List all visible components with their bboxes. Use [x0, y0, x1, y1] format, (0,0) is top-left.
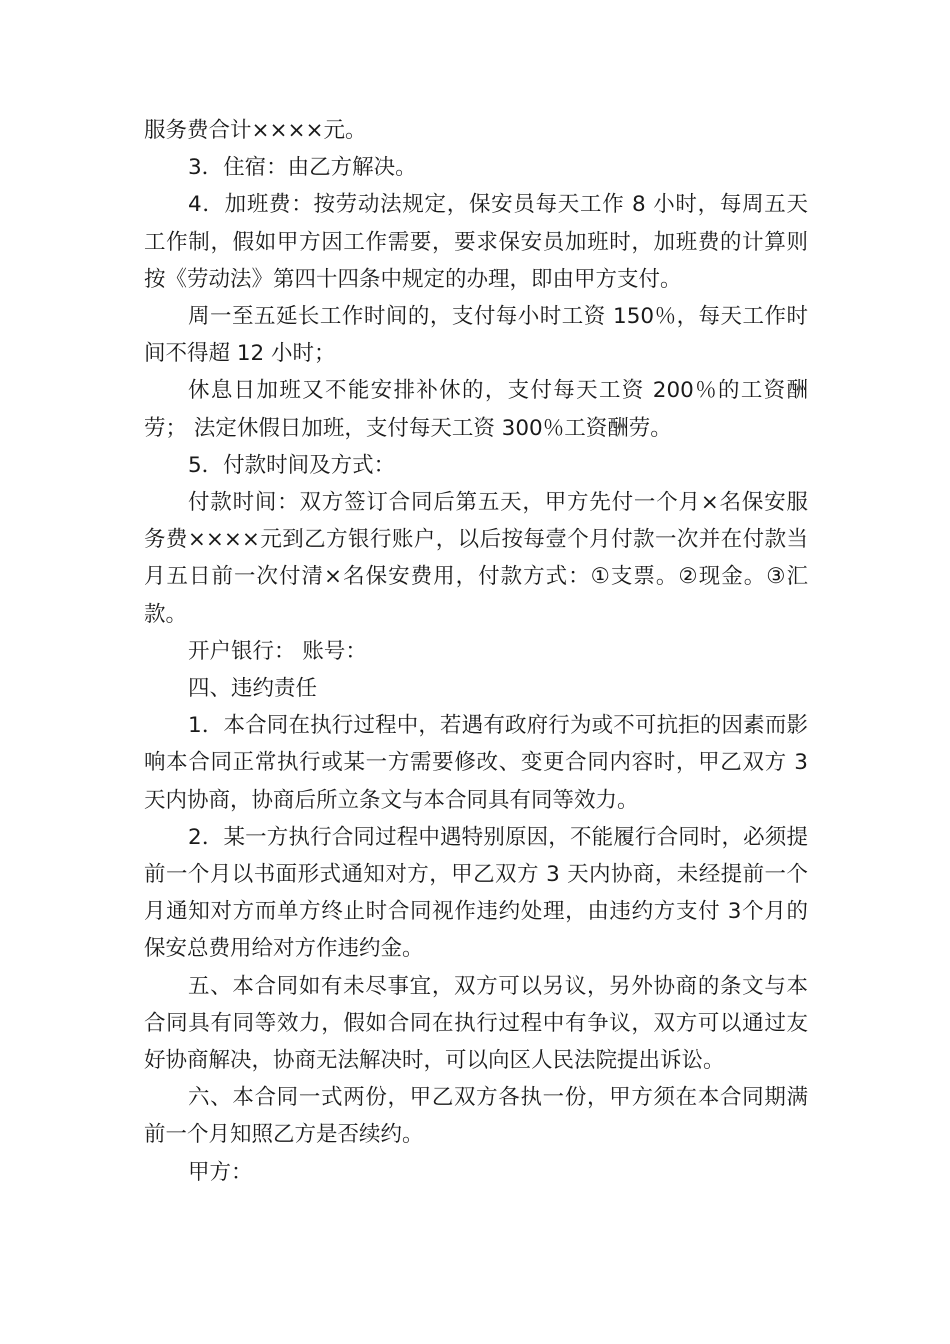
paragraph-rest-day-overtime: 休息日加班又不能安排补休的，支付每天工资 200％的工资酬劳； 法定休假日加班，支付每天工资 300％工资酬劳。 — [144, 378, 808, 441]
paragraph-section-five: 五、本合同如有未尽事宜，双方可以另议，另外协商的条文与本合同具有同等效力，假如合同在执行过程中有争议，双方可以通过友好协商解决，协商无法解决时，可以向区人民法院提出诉讼。 — [144, 973, 808, 1074]
paragraph-payment-time: 付款时间：双方签订合同后第五天，甲方先付一个月×名保安服务费××××元到乙方银行账户，以后按每壹个月付款一次并在付款当月五日前一次付清×名保安费用，付款方式：①支票。②现金。③汇款。 — [144, 490, 808, 627]
document-body — [144, 112, 808, 1191]
paragraph-bank-account: 开户银行： 账号： — [188, 638, 367, 664]
section-heading-breach: 四、违约责任 — [188, 676, 318, 702]
paragraph-weekday-overtime: 周一至五延长工作时间的，支付每小时工资 150％，每天工作时间不得超 12 小时； — [144, 304, 808, 367]
paragraph-section-six: 六、本合同一式两份，甲乙双方各执一份，甲方须在本合同期满前一个月知照乙方是否续约。 — [144, 1085, 808, 1148]
paragraph-payment-heading: 5．付款时间及方式： — [188, 452, 396, 478]
paragraph-overtime-fee: 4．加班费：按劳动法规定，保安员每天工作 8 小时，每周五天工作制，假如甲方因工作需要，要求保安员加班时，加班费的计算则按《劳动法》第四十四条中规定的办理，即由甲方支付。 — [144, 192, 808, 292]
paragraph-party-a-signature: 甲方： — [188, 1159, 253, 1185]
paragraph-breach-clause-1: 1．本合同在执行过程中，若遇有政府行为或不可抗拒的因素而影响本合同正常执行或某一方需要修改、变更合同内容时，甲乙双方 3 天内协商，协商后所立条文与本合同具有同等效力。 — [144, 713, 808, 813]
paragraph-accommodation: 3．住宿：由乙方解决。 — [188, 155, 417, 181]
paragraph-service-fee-total: 服务费合计××××元。 — [144, 118, 367, 143]
paragraph-breach-clause-2: 2．某一方执行合同过程中遇特别原因，不能履行合同时，必须提前一个月以书面形式通知对方，甲乙双方 3 天内协商，未经提前一个月通知对方而单方终止时合同视作违约处理，由违约方支付 3个月的保安总费用给对方作违约金。 — [144, 824, 808, 962]
